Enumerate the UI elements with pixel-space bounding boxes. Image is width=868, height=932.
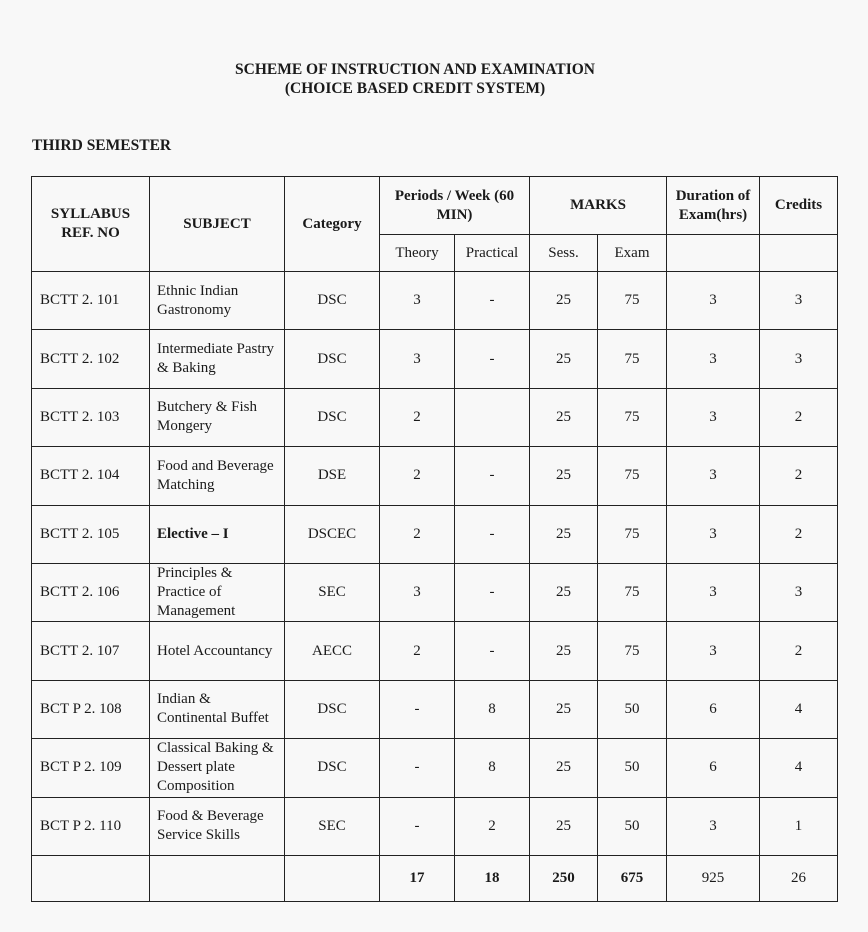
sess-cell: 25: [530, 739, 598, 797]
document-title: SCHEME OF INSTRUCTION AND EXAMINATION: [235, 61, 595, 78]
header-exam: Exam: [598, 235, 667, 272]
credits-cell: 2: [760, 388, 838, 446]
category-cell: DSCEC: [285, 505, 380, 563]
duration-cell: 6: [667, 680, 760, 738]
subject-cell: Principles & Practice of Management: [150, 563, 285, 621]
ref-cell: BCT P 2. 108: [32, 680, 150, 738]
credits-cell: 3: [760, 563, 838, 621]
duration-cell: 3: [667, 797, 760, 855]
category-cell: AECC: [285, 622, 380, 680]
header-duration-blank: [667, 235, 760, 272]
table-row: [32, 680, 838, 738]
category-cell: SEC: [285, 563, 380, 621]
sess-cell: 25: [530, 563, 598, 621]
ref-cell: BCT P 2. 109: [32, 739, 150, 797]
practical-cell: -: [455, 447, 530, 505]
total-credits-cell: 26: [760, 855, 838, 901]
header-credits-blank: [760, 235, 838, 272]
empty-cell: [150, 855, 285, 901]
empty-cell: [285, 855, 380, 901]
practical-cell: [455, 388, 530, 446]
practical-cell: 2: [455, 797, 530, 855]
category-cell: SEC: [285, 797, 380, 855]
header-ref: SYLLABUS REF. NO: [32, 177, 150, 272]
credits-cell: 2: [760, 505, 838, 563]
category-cell: DSC: [285, 330, 380, 388]
exam-cell: 75: [598, 330, 667, 388]
total-practical-cell: 18: [455, 855, 530, 901]
credits-cell: 2: [760, 447, 838, 505]
category-cell: DSC: [285, 272, 380, 330]
credits-cell: 4: [760, 739, 838, 797]
credits-cell: 3: [760, 330, 838, 388]
exam-cell: 75: [598, 272, 667, 330]
header-subject: SUBJECT: [150, 177, 285, 272]
table-row: [32, 563, 838, 621]
subject-cell: Butchery & Fish Mongery: [150, 388, 285, 446]
subject-cell: Intermediate Pastry & Baking: [150, 330, 285, 388]
theory-cell: 2: [380, 447, 455, 505]
header-marks: MARKS: [530, 177, 667, 235]
duration-cell: 3: [667, 505, 760, 563]
semester-heading: THIRD SEMESTER: [32, 137, 172, 154]
practical-cell: -: [455, 622, 530, 680]
scheme-table: [31, 176, 838, 902]
total-duration-cell: 925: [667, 855, 760, 901]
header-sess: Sess.: [530, 235, 598, 272]
subject-cell: Classical Baking & Dessert plate Composition: [150, 739, 285, 797]
subject-cell: Food and Beverage Matching: [150, 447, 285, 505]
ref-cell: BCTT 2. 105: [32, 505, 150, 563]
exam-cell: 75: [598, 563, 667, 621]
sess-cell: 25: [530, 388, 598, 446]
ref-cell: BCTT 2. 101: [32, 272, 150, 330]
sess-cell: 25: [530, 447, 598, 505]
practical-cell: -: [455, 272, 530, 330]
sess-cell: 25: [530, 622, 598, 680]
ref-cell: BCTT 2. 103: [32, 388, 150, 446]
subject-cell: Elective – I: [150, 505, 285, 563]
sess-cell: 25: [530, 680, 598, 738]
totals-row: [32, 855, 838, 901]
practical-cell: -: [455, 330, 530, 388]
theory-cell: 3: [380, 563, 455, 621]
theory-cell: -: [380, 739, 455, 797]
total-theory-cell: 17: [380, 855, 455, 901]
sess-cell: 25: [530, 797, 598, 855]
sess-cell: 25: [530, 272, 598, 330]
ref-cell: BCTT 2. 102: [32, 330, 150, 388]
total-exam-cell: 675: [598, 855, 667, 901]
theory-cell: -: [380, 680, 455, 738]
practical-cell: -: [455, 505, 530, 563]
credits-cell: 1: [760, 797, 838, 855]
header-duration: Duration of Exam(hrs): [667, 177, 760, 235]
category-cell: DSE: [285, 447, 380, 505]
theory-cell: 2: [380, 505, 455, 563]
table-row: [32, 447, 838, 505]
duration-cell: 3: [667, 622, 760, 680]
header-row: [32, 177, 838, 235]
practical-cell: -: [455, 563, 530, 621]
duration-cell: 3: [667, 388, 760, 446]
category-cell: DSC: [285, 680, 380, 738]
subject-cell: Hotel Accountancy: [150, 622, 285, 680]
category-cell: DSC: [285, 739, 380, 797]
ref-cell: BCTT 2. 104: [32, 447, 150, 505]
exam-cell: 50: [598, 797, 667, 855]
header-practical: Practical: [455, 235, 530, 272]
header-credits: Credits: [760, 177, 838, 235]
sess-cell: 25: [530, 505, 598, 563]
document-subtitle: (CHOICE BASED CREDIT SYSTEM): [284, 80, 546, 97]
table-row: [32, 797, 838, 855]
practical-cell: 8: [455, 680, 530, 738]
table-row: [32, 505, 838, 563]
table-row: [32, 388, 838, 446]
total-sess-cell: 250: [530, 855, 598, 901]
credits-cell: 2: [760, 622, 838, 680]
exam-cell: 75: [598, 447, 667, 505]
header-periods: Periods / Week (60 MIN): [380, 177, 530, 235]
ref-cell: BCTT 2. 106: [32, 563, 150, 621]
table-row: [32, 622, 838, 680]
duration-cell: 3: [667, 330, 760, 388]
exam-cell: 50: [598, 739, 667, 797]
sess-cell: 25: [530, 330, 598, 388]
subject-cell: Ethnic Indian Gastronomy: [150, 272, 285, 330]
subject-cell: Food & Beverage Service Skills: [150, 797, 285, 855]
theory-cell: -: [380, 797, 455, 855]
duration-cell: 3: [667, 272, 760, 330]
subject-cell: Indian & Continental Buffet: [150, 680, 285, 738]
exam-cell: 75: [598, 622, 667, 680]
header-category: Category: [285, 177, 380, 272]
credits-cell: 4: [760, 680, 838, 738]
duration-cell: 6: [667, 739, 760, 797]
ref-cell: BCT P 2. 110: [32, 797, 150, 855]
theory-cell: 3: [380, 272, 455, 330]
theory-cell: 3: [380, 330, 455, 388]
practical-cell: 8: [455, 739, 530, 797]
category-cell: DSC: [285, 388, 380, 446]
table-row: [32, 272, 838, 330]
duration-cell: 3: [667, 563, 760, 621]
credits-cell: 3: [760, 272, 838, 330]
theory-cell: 2: [380, 622, 455, 680]
exam-cell: 75: [598, 388, 667, 446]
exam-cell: 75: [598, 505, 667, 563]
theory-cell: 2: [380, 388, 455, 446]
ref-cell: BCTT 2. 107: [32, 622, 150, 680]
table-row: [32, 330, 838, 388]
exam-cell: 50: [598, 680, 667, 738]
duration-cell: 3: [667, 447, 760, 505]
table-row: [32, 739, 838, 797]
header-theory: Theory: [380, 235, 455, 272]
empty-cell: [32, 855, 150, 901]
